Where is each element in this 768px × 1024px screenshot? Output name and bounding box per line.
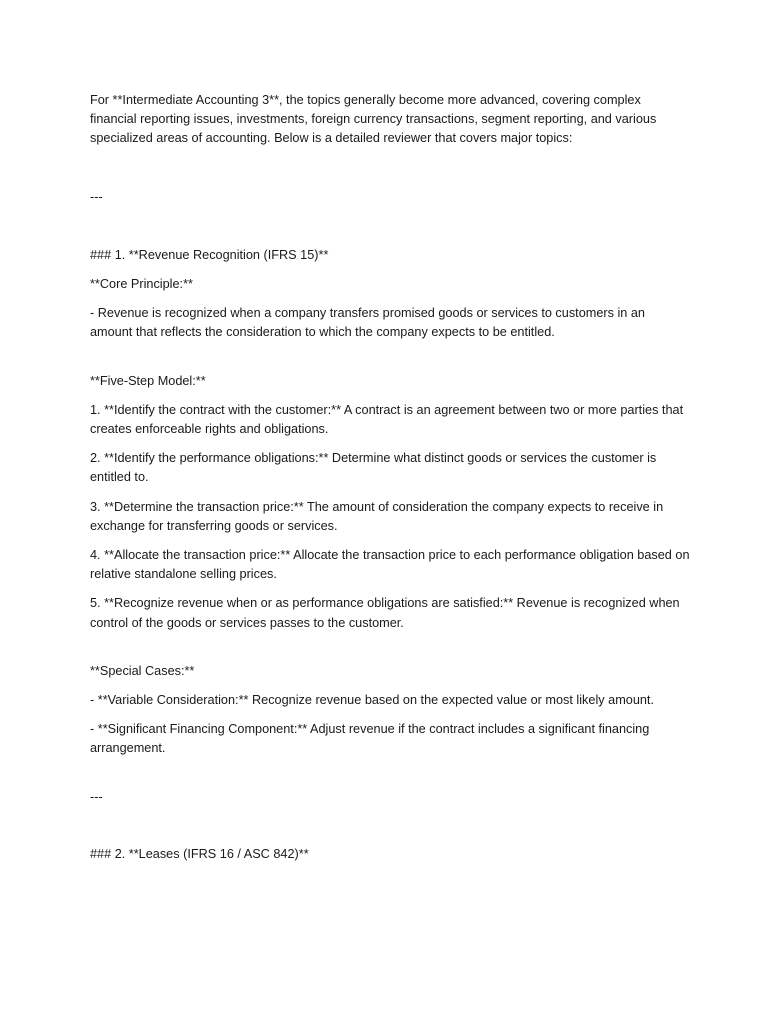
section-heading-leases: ### 2. **Leases (IFRS 16 / ASC 842)**	[90, 846, 309, 861]
special-case-variable-consideration: - **Variable Consideration:** Recognize revenue based on the expected value or most likely amount.	[90, 693, 654, 708]
separator: ---	[90, 189, 103, 204]
document-body	[90, 91, 690, 874]
core-principle-label: **Core Principle:**	[90, 277, 193, 292]
step-1: 1. **Identify the contract with the customer:** A contract is an agreement between two or more parties that creates enforceable rights and obligations.	[90, 402, 684, 437]
step-4: 4. **Allocate the transaction price:** Allocate the transaction price to each performance obligation based on relative standalone selling prices.	[90, 548, 690, 582]
special-cases-label: **Special Cases:**	[90, 663, 195, 678]
five-step-model-label: **Five-Step Model:**	[90, 373, 206, 388]
core-principle-text: - Revenue is recognized when a company transfers promised goods or services to customers in an amount that reflects the consideration to which the company expects to be entitled.	[90, 306, 645, 340]
intro-paragraph: For **Intermediate Accounting 3**, the topics generally become more advanced, covering complex financial reporting issues, investments, foreign currency transactions, segment reporting, and various specialized areas of accounting. Below is a detailed reviewer that covers major topics:	[90, 93, 657, 146]
section-heading-revenue-recognition: ### 1. **Revenue Recognition (IFRS 15)**	[90, 247, 329, 262]
step-5: 5. **Recognize revenue when or as performance obligations are satisfied:** Revenue is recognized when control of the goods or services passes to the customer.	[90, 596, 680, 630]
special-case-financing-component: - **Significant Financing Component:** Adjust revenue if the contract includes a significant financing arrangement.	[90, 722, 650, 756]
step-2: 2. **Identify the performance obligations:** Determine what distinct goods or services the customer is entitled to.	[90, 451, 657, 485]
separator: ---	[90, 789, 103, 804]
step-3: 3. **Determine the transaction price:** The amount of consideration the company expects to receive in exchange for transferring goods or services.	[90, 499, 664, 533]
